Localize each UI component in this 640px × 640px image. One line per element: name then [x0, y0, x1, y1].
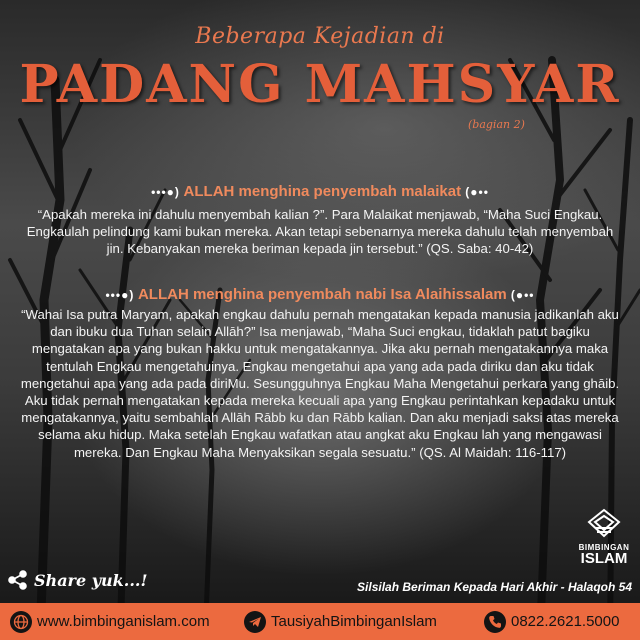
ornament-left-icon: •••●): [105, 288, 135, 302]
ornament-right-icon: (●••: [510, 288, 535, 302]
page-title: PADANG MAHSYAR: [19, 54, 621, 115]
part-label: (bagian 2): [468, 118, 525, 131]
ornament-right-icon: (●••: [465, 185, 489, 199]
telegram-icon: [244, 611, 266, 633]
phone-text: 0822.2621.5000: [511, 613, 620, 630]
bimbingan-islam-logo: [576, 508, 632, 568]
share-icon[interactable]: [8, 570, 28, 590]
telegram-text: TausiyahBimbinganIslam: [271, 613, 437, 630]
website-link[interactable]: [10, 611, 210, 633]
telegram-link[interactable]: [244, 611, 437, 633]
logo-mark-icon: [587, 508, 621, 538]
logo-line-2: ISLAM: [580, 550, 628, 567]
section-heading-1: [0, 183, 640, 200]
heading-text: ALLAH menghina penyembah malaikat: [183, 183, 462, 200]
phone-link[interactable]: [484, 611, 619, 633]
ornament-left-icon: •••●): [151, 185, 180, 199]
globe-icon: [10, 611, 32, 633]
section-text-2: “Wahai Isa putra Maryam, apakah engkau dahulu pernah mengatakan kepada manusia jadikanlah aku dan ibuku dua Tuhan selain Allāh?” Isa menjawab, “Maha Suci engkau, tidaklah patut bagiku mengatakan apa yang bukan hakku untuk mengatakannya. Jika aku pernah mengatakannya maka tentulah Engkau mengetahuinya. Engkau mengetahui apa yang ada pada diriku dan aku tidak mengetahui apa yang ada pada diriMu. Sesungguhnya Engkau Maha Mengetahui perkara yang ghāib. Aku tidak pernah mengatakan kepada mereka kecuali apa yang Engkau perintahkan kepadaku untuk mengatakannya, yaitu sembahlah Allāh Rābb ku dan Rābb kalian. Dan aku menjadi saksi atas mereka selama aku hidup. Maka setelah Engkau wafatkan atau angkat aku Engkau lah yang mengawasi mereka. Dan Engkau Maha Menyaksikan segala sesuatu.” (QS. Al Maidah: 116-117): [20, 307, 620, 460]
phone-icon: [484, 611, 506, 633]
section-text-1: “Apakah mereka ini dahulu menyembah kalian ?”. Para Malaikat menjawab, “Maha Suci Engkau. Engkaulah pelindung kami bukan mereka. Akan tetapi sebenarnya mereka dahulu telah menyembah jin. Kebanyakan mereka beriman kepada jin tersebut.” (QS. Saba: 40-42): [26, 207, 614, 257]
logo-line-1: BIMBINGAN: [578, 543, 630, 552]
series-label: Silsilah Beriman Kepada Hari Akhir - Halaqoh 54: [357, 580, 632, 594]
website-text: www.bimbinganislam.com: [37, 613, 210, 630]
subtitle: Beberapa Kejadian di: [195, 24, 445, 49]
share-label: Share yuk...!: [34, 570, 148, 590]
heading-text: ALLAH menghina penyembah nabi Isa Alaihissalam: [137, 286, 507, 303]
section-heading-2: [0, 286, 640, 303]
share-prompt[interactable]: [8, 570, 147, 590]
footer-bar: [0, 603, 640, 640]
